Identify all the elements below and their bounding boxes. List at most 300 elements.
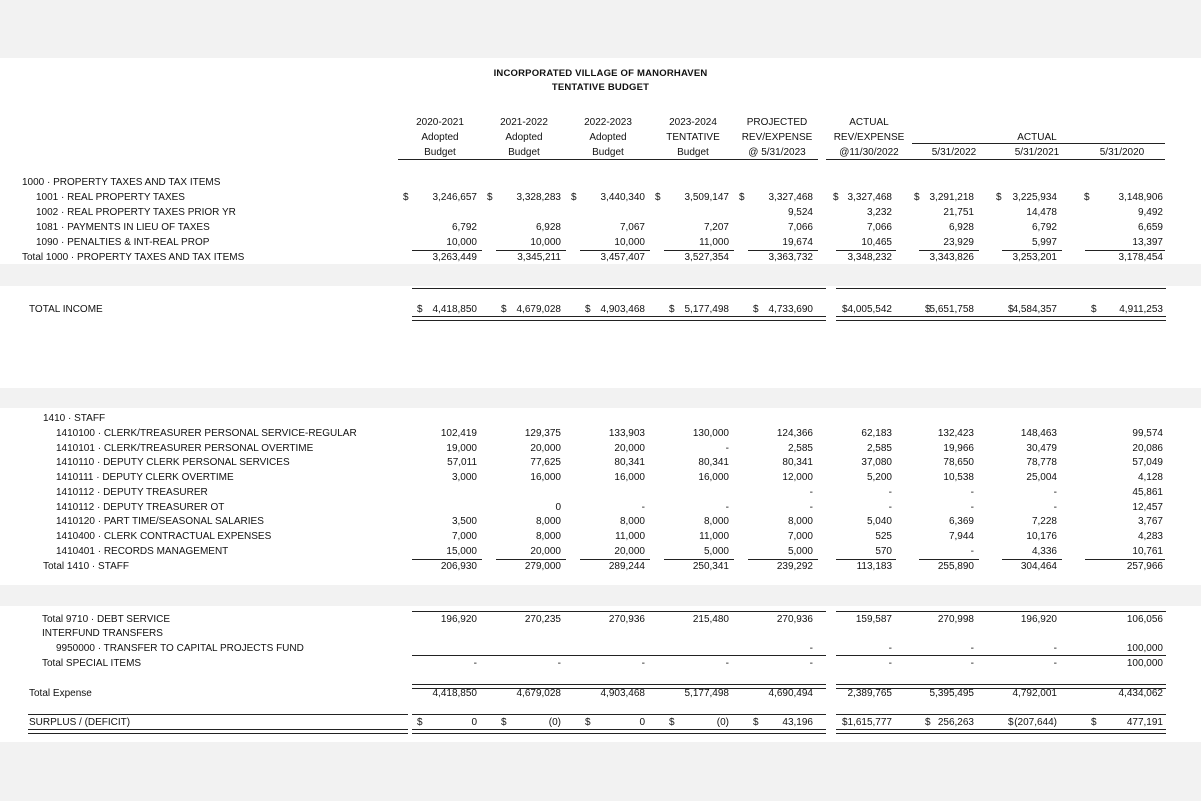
- cell-value: 3,363,732: [768, 252, 813, 263]
- cell-value: 3,343,826: [929, 252, 974, 263]
- cell-value: 9,492: [1137, 207, 1163, 218]
- cell-value: 196,920: [1020, 614, 1057, 625]
- interfund-heading: [0, 627, 1201, 641]
- cell-value: -: [1053, 501, 1057, 513]
- cell-value: 6,659: [1137, 222, 1163, 233]
- subtotal-rule: [580, 250, 650, 251]
- cell-value: (0): [548, 717, 561, 728]
- staff-row-6: [0, 501, 1201, 515]
- cell-value: 10,538: [943, 472, 974, 484]
- cell-value: 130,000: [692, 428, 729, 439]
- subtotal-rule: [412, 559, 482, 560]
- cell-value: 12,457: [1132, 501, 1163, 513]
- cell-value: 15,000: [446, 545, 477, 557]
- tax-row-4: [0, 236, 1201, 250]
- cell-value: -: [970, 658, 974, 669]
- cell-value: 4,679,028: [516, 688, 561, 699]
- header-underline-5: [734, 159, 818, 160]
- subtotal-rule: [919, 250, 979, 251]
- column-header-1-line3: Budget: [424, 147, 456, 158]
- dollar-sign: $: [842, 717, 848, 728]
- column-header-6-line3: @11/30/2022: [839, 147, 899, 158]
- cell-value: -: [809, 486, 813, 498]
- section-heading-staff: [0, 412, 1201, 426]
- total-income-row: [0, 303, 1201, 317]
- panel-income: [0, 286, 1201, 388]
- row-label: 1000 · PROPERTY TAXES AND TAX ITEMS: [22, 177, 221, 188]
- column-header-4-line3: Budget: [677, 147, 709, 158]
- cell-value: 19,000: [446, 442, 477, 454]
- row-label: 1410120 · PART TIME/SEASONAL SALARIES: [56, 516, 264, 528]
- cell-value: 20,000: [530, 545, 561, 557]
- row-label: Total SPECIAL ITEMS: [42, 658, 142, 669]
- row-label: 1081 · PAYMENTS IN LIEU OF TAXES: [36, 222, 210, 233]
- staff-row-8: [0, 530, 1201, 544]
- income-top-rule-actual: [836, 288, 1166, 289]
- cell-value: 4,733,690: [768, 304, 813, 315]
- row-label: 1410100 · CLERK/TREASURER PERSONAL SERVICE-REGULAR: [56, 428, 357, 439]
- dollar-sign: $: [1091, 717, 1097, 728]
- cell-value: 4,903,468: [600, 304, 645, 315]
- cell-value: 4,283: [1137, 530, 1163, 542]
- cell-value: 3,225,934: [1012, 192, 1057, 203]
- cell-value: 270,936: [608, 614, 645, 625]
- cell-value: 5,040: [866, 516, 892, 528]
- cell-value: 3,178,454: [1118, 252, 1163, 263]
- cell-value: 3,148,906: [1118, 192, 1163, 203]
- row-label: 1410111 · DEPUTY CLERK OVERTIME: [56, 472, 234, 484]
- cell-value: 9,524: [787, 207, 813, 218]
- cell-value: 7,066: [787, 222, 813, 233]
- report-title: INCORPORATED VILLAGE OF MANORHAVEN: [493, 68, 708, 79]
- surplus-double-rule: [412, 729, 826, 734]
- cell-value: 132,423: [937, 428, 974, 439]
- cell-value: -: [809, 658, 813, 669]
- cell-value: 3,527,354: [684, 252, 729, 263]
- tax-row-3: [0, 221, 1201, 235]
- cell-value: -: [1053, 486, 1057, 498]
- cell-value: 37,080: [861, 457, 892, 469]
- cell-value: 4,584,357: [1012, 304, 1057, 315]
- cell-value: 0: [639, 717, 645, 728]
- cell-value: 14,478: [1026, 207, 1057, 218]
- income-top-rule: [412, 288, 826, 289]
- cell-value: 7,000: [787, 530, 813, 542]
- cell-value: 159,587: [855, 614, 892, 625]
- expense-double-rule-actual: [836, 684, 1166, 689]
- surplus-top-rule: [412, 714, 826, 715]
- subtotal-rule: [748, 559, 818, 560]
- dollar-sign: $: [753, 717, 759, 728]
- dollar-sign: $: [501, 717, 507, 728]
- row-label: SURPLUS / (DEFICIT): [29, 717, 131, 728]
- dollar-sign: $: [1008, 304, 1014, 315]
- dollar-sign: $: [753, 304, 759, 315]
- cell-value: 4,418,850: [432, 304, 477, 315]
- cell-value: -: [725, 442, 729, 454]
- cell-value: -: [1053, 658, 1057, 669]
- cell-value: 5,997: [1031, 237, 1057, 248]
- surplus-double-rule-label: [28, 729, 408, 734]
- cell-value: 78,778: [1026, 457, 1057, 469]
- row-label: 1410400 · CLERK CONTRACTUAL EXPENSES: [56, 530, 272, 542]
- row-label: 1001 · REAL PROPERTY TAXES: [36, 192, 185, 203]
- column-header-4-line2: TENTATIVE: [666, 132, 720, 143]
- dollar-sign: $: [585, 717, 591, 728]
- dollar-sign: $: [925, 717, 931, 728]
- row-label: 1410401 · RECORDS MANAGEMENT: [56, 545, 229, 557]
- row-label: 9950000 · TRANSFER TO CAPITAL PROJECTS FUND: [56, 643, 304, 654]
- income-double-rule: [412, 316, 826, 321]
- column-header-3-line2: Adopted: [589, 132, 627, 143]
- cell-value: 16,000: [698, 472, 729, 484]
- cell-value: 3,500: [451, 516, 477, 528]
- cell-value: 77,625: [530, 457, 561, 469]
- cell-value: 8,000: [535, 516, 561, 528]
- column-header-2-line1: 2021-2022: [500, 117, 548, 128]
- dollar-sign: $: [833, 192, 839, 203]
- dollar-sign: $: [739, 192, 745, 203]
- cell-value: 16,000: [614, 472, 645, 484]
- dollar-sign: $: [1084, 192, 1090, 203]
- cell-value: -: [970, 486, 974, 498]
- dollar-sign: $: [669, 304, 675, 315]
- cell-value: 100,000: [1126, 643, 1163, 654]
- cell-value: 3,291,218: [929, 192, 974, 203]
- cell-value: 148,463: [1020, 428, 1057, 439]
- cell-value: 270,936: [776, 614, 813, 625]
- cell-value: 4,418,850: [432, 688, 477, 699]
- cell-value: 3,263,449: [432, 252, 477, 263]
- cell-value: 100,000: [1126, 658, 1163, 669]
- subtotal-rule: [1002, 250, 1062, 251]
- subtotal-rule: [1085, 559, 1165, 560]
- cell-value: 250,341: [692, 561, 729, 572]
- cell-value: 7,000: [451, 530, 477, 542]
- dollar-sign: $: [655, 192, 661, 203]
- cell-value: 80,341: [782, 457, 813, 469]
- cell-value: 20,000: [614, 442, 645, 454]
- cell-value: 13,397: [1132, 237, 1163, 248]
- dollar-sign: $: [1091, 304, 1097, 315]
- cell-value: 3,440,340: [600, 192, 645, 203]
- cell-value: 206,930: [440, 561, 477, 572]
- cell-value: 12,000: [782, 472, 813, 484]
- dollar-sign: $: [501, 304, 507, 315]
- cell-value: 21,751: [943, 207, 974, 218]
- cell-value: 6,928: [948, 222, 974, 233]
- cell-value: 11,000: [699, 530, 729, 542]
- subtotal-rule: [1002, 559, 1062, 560]
- column-header-3-line1: 2022-2023: [584, 117, 632, 128]
- cell-value: 4,679,028: [516, 304, 561, 315]
- header-underline-3: [566, 159, 650, 160]
- row-label: 1410101 · CLERK/TREASURER PERSONAL OVERTIME: [56, 442, 314, 454]
- column-header-1-line1: 2020-2021: [416, 117, 464, 128]
- income-double-rule-actual: [836, 316, 1166, 321]
- cell-value: (0): [716, 717, 729, 728]
- cell-value: (207,644): [1014, 717, 1057, 728]
- cell-value: 4,005,542: [847, 304, 892, 315]
- column-header-2-line3: Budget: [508, 147, 540, 158]
- debt-total-row: [0, 613, 1201, 627]
- cell-value: 1,615,777: [847, 717, 892, 728]
- cell-value: 10,761: [1132, 545, 1163, 557]
- cell-value: 30,479: [1026, 442, 1057, 454]
- special-rule: [412, 655, 826, 656]
- debt-top-rule-actual: [836, 611, 1166, 612]
- column-header-8-line3: 5/31/2021: [1014, 147, 1060, 158]
- actual-group-underline: [912, 143, 1165, 144]
- subtotal-rule: [1085, 250, 1165, 251]
- cell-value: -: [809, 501, 813, 513]
- cell-value: 5,200: [866, 472, 892, 484]
- cell-value: 3,767: [1137, 516, 1163, 528]
- cell-value: 7,944: [948, 530, 974, 542]
- row-label: INTERFUND TRANSFERS: [42, 628, 163, 639]
- cell-value: 99,574: [1132, 428, 1163, 439]
- cell-value: 279,000: [524, 561, 561, 572]
- cell-value: 270,235: [524, 614, 561, 625]
- cell-value: 3,232: [866, 207, 892, 218]
- cell-value: 3,327,468: [768, 192, 813, 203]
- cell-value: 5,395,495: [929, 688, 974, 699]
- cell-value: 7,067: [619, 222, 645, 233]
- cell-value: 6,928: [535, 222, 561, 233]
- surplus-row: [0, 716, 1201, 730]
- cell-value: 304,464: [1020, 561, 1057, 572]
- dollar-sign: $: [487, 192, 493, 203]
- cell-value: 43,196: [782, 717, 813, 728]
- cell-value: -: [970, 501, 974, 513]
- cell-value: 0: [555, 501, 561, 513]
- cell-value: 0: [471, 717, 477, 728]
- staff-row-2: [0, 442, 1201, 456]
- row-label: 1410 · STAFF: [43, 413, 106, 424]
- row-label: Total 9710 · DEBT SERVICE: [42, 614, 171, 625]
- cell-value: 256,263: [937, 717, 974, 728]
- dollar-sign: $: [403, 192, 409, 203]
- report-subtitle: TENTATIVE BUDGET: [551, 82, 650, 93]
- row-label: 1410112 · DEPUTY TREASURER: [56, 486, 208, 498]
- cell-value: 8,000: [535, 530, 561, 542]
- cell-value: 5,651,758: [929, 304, 974, 315]
- cell-value: 124,366: [776, 428, 813, 439]
- cell-value: -: [888, 643, 892, 654]
- cell-value: 239,292: [776, 561, 813, 572]
- cell-value: 7,207: [703, 222, 729, 233]
- dollar-sign: $: [571, 192, 577, 203]
- staff-total-row: [0, 560, 1201, 574]
- staff-row-1: [0, 427, 1201, 441]
- staff-row-4: [0, 471, 1201, 485]
- cell-value: 257,966: [1126, 561, 1163, 572]
- column-header-1-line2: Adopted: [421, 132, 459, 143]
- subtotal-rule: [836, 250, 896, 251]
- cell-value: 20,086: [1132, 442, 1163, 454]
- surplus-double-rule-actual: [836, 729, 1166, 734]
- dollar-sign: $: [1008, 717, 1014, 728]
- dollar-sign: $: [417, 304, 423, 315]
- cell-value: 129,375: [524, 428, 561, 439]
- cell-value: 5,000: [787, 545, 813, 557]
- tax-row-2: [0, 206, 1201, 220]
- cell-value: 25,004: [1026, 472, 1057, 484]
- cell-value: 215,480: [692, 614, 729, 625]
- cell-value: 45,861: [1132, 486, 1163, 498]
- column-header-4-line1: 2023-2024: [669, 117, 717, 128]
- cell-value: -: [725, 501, 729, 513]
- dollar-sign: $: [925, 304, 931, 315]
- cell-value: 3,246,657: [432, 192, 477, 203]
- subtotal-rule: [748, 250, 818, 251]
- cell-value: 270,998: [937, 614, 974, 625]
- cell-value: 4,690,494: [768, 688, 813, 699]
- cell-value: 8,000: [787, 516, 813, 528]
- cell-value: 525: [875, 530, 892, 542]
- tax-total-row: [0, 251, 1201, 265]
- column-header-8-line2: ACTUAL: [1017, 132, 1057, 143]
- cell-value: 4,911,253: [1119, 304, 1163, 315]
- cell-value: 19,966: [943, 442, 974, 454]
- cell-value: 57,049: [1132, 457, 1163, 469]
- column-header-5-line2: REV/EXPENSE: [741, 132, 813, 143]
- column-header-6-line2: REV/EXPENSE: [833, 132, 905, 143]
- subtotal-rule: [412, 250, 482, 251]
- cell-value: 3,253,201: [1012, 252, 1057, 263]
- cell-value: 6,792: [1031, 222, 1057, 233]
- cell-value: 62,183: [861, 428, 892, 439]
- cell-value: 102,419: [440, 428, 477, 439]
- dollar-sign: $: [914, 192, 920, 203]
- cell-value: 4,128: [1137, 472, 1163, 484]
- cell-value: -: [557, 658, 561, 669]
- cell-value: 3,457,407: [600, 252, 645, 263]
- special-total-row: [0, 657, 1201, 671]
- column-header-9-line3: 5/31/2020: [1099, 147, 1145, 158]
- cell-value: 7,228: [1031, 516, 1057, 528]
- special-rule-actual: [836, 655, 1166, 656]
- subtotal-rule: [664, 559, 734, 560]
- cell-value: 4,903,468: [600, 688, 645, 699]
- cell-value: 3,509,147: [684, 192, 729, 203]
- row-label: Total 1410 · STAFF: [43, 561, 129, 572]
- cell-value: 80,341: [698, 457, 729, 469]
- cell-value: 6,792: [451, 222, 477, 233]
- cell-value: 3,348,232: [847, 252, 892, 263]
- cell-value: -: [970, 545, 974, 557]
- subtotal-rule: [496, 559, 566, 560]
- cell-value: -: [641, 501, 645, 513]
- cell-value: 7,066: [866, 222, 892, 233]
- cell-value: -: [641, 658, 645, 669]
- tax-row-1: [0, 191, 1201, 205]
- surplus-top-rule-label: [28, 714, 408, 715]
- cell-value: 10,000: [530, 237, 561, 248]
- cell-value: 196,920: [440, 614, 477, 625]
- cell-value: 255,890: [937, 561, 974, 572]
- staff-row-5: [0, 486, 1201, 500]
- total-expense-row: [0, 687, 1201, 701]
- header-underline-1: [398, 159, 482, 160]
- cell-value: 570: [875, 545, 892, 557]
- column-header-2-line2: Adopted: [505, 132, 543, 143]
- cell-value: -: [725, 658, 729, 669]
- dollar-sign: $: [996, 192, 1002, 203]
- subtotal-rule: [664, 250, 734, 251]
- cell-value: 4,792,001: [1012, 688, 1057, 699]
- column-header-5-line1: PROJECTED: [746, 117, 808, 128]
- row-label: 1090 · PENALTIES & INT-REAL PROP: [36, 237, 210, 248]
- cell-value: -: [888, 658, 892, 669]
- cell-value: 2,585: [787, 442, 813, 454]
- row-label: Total 1000 · PROPERTY TAXES AND TAX ITEMS: [22, 252, 245, 263]
- cell-value: 477,191: [1126, 717, 1163, 728]
- header-underline-4: [650, 159, 734, 160]
- cell-value: 3,328,283: [516, 192, 561, 203]
- column-header-3-line3: Budget: [592, 147, 624, 158]
- subtotal-rule: [836, 559, 896, 560]
- cell-value: 113,183: [856, 561, 892, 572]
- row-label: TOTAL INCOME: [29, 304, 103, 315]
- dollar-sign: $: [585, 304, 591, 315]
- subtotal-rule: [919, 559, 979, 560]
- cell-value: 23,929: [943, 237, 974, 248]
- cell-value: 8,000: [619, 516, 645, 528]
- cell-value: -: [888, 501, 892, 513]
- cell-value: 10,000: [614, 237, 645, 248]
- cell-value: 10,000: [446, 237, 477, 248]
- section-heading-taxes: [0, 176, 1201, 190]
- cell-value: 8,000: [703, 516, 729, 528]
- cell-value: 11,000: [699, 237, 729, 248]
- cell-value: 133,903: [608, 428, 645, 439]
- cell-value: -: [809, 643, 813, 654]
- cell-value: 78,650: [943, 457, 974, 469]
- cell-value: 3,000: [451, 472, 477, 484]
- cell-value: 16,000: [530, 472, 561, 484]
- cell-value: 19,674: [782, 237, 813, 248]
- staff-row-7: [0, 515, 1201, 529]
- cell-value: 11,000: [615, 530, 645, 542]
- subtotal-rule: [580, 559, 650, 560]
- cell-value: 2,389,765: [847, 688, 892, 699]
- cell-value: 80,341: [614, 457, 645, 469]
- subtotal-rule: [496, 250, 566, 251]
- column-header-5-line3: @ 5/31/2023: [748, 147, 806, 158]
- expense-double-rule: [412, 684, 826, 689]
- row-label: 1410112 · DEPUTY TREASURER OT: [56, 501, 225, 513]
- row-label: 1002 · REAL PROPERTY TAXES PRIOR YR: [36, 207, 236, 218]
- cell-value: -: [888, 486, 892, 498]
- row-label: 1410110 · DEPUTY CLERK PERSONAL SERVICES: [56, 457, 290, 469]
- cell-value: 2,585: [866, 442, 892, 454]
- cell-value: 57,011: [447, 457, 477, 469]
- cell-value: 6,369: [948, 516, 974, 528]
- header-underline-6: [826, 159, 912, 160]
- cell-value: 3,327,468: [847, 192, 892, 203]
- surplus-top-rule-actual: [836, 714, 1166, 715]
- row-label: Total Expense: [29, 688, 92, 699]
- dollar-sign: $: [842, 304, 848, 315]
- cell-value: 10,176: [1026, 530, 1057, 542]
- cell-value: 5,177,498: [684, 304, 729, 315]
- debt-top-rule: [412, 611, 826, 612]
- actual-years-underline: [912, 159, 1165, 160]
- cell-value: 289,244: [608, 561, 645, 572]
- dollar-sign: $: [417, 717, 423, 728]
- dollar-sign: $: [669, 717, 675, 728]
